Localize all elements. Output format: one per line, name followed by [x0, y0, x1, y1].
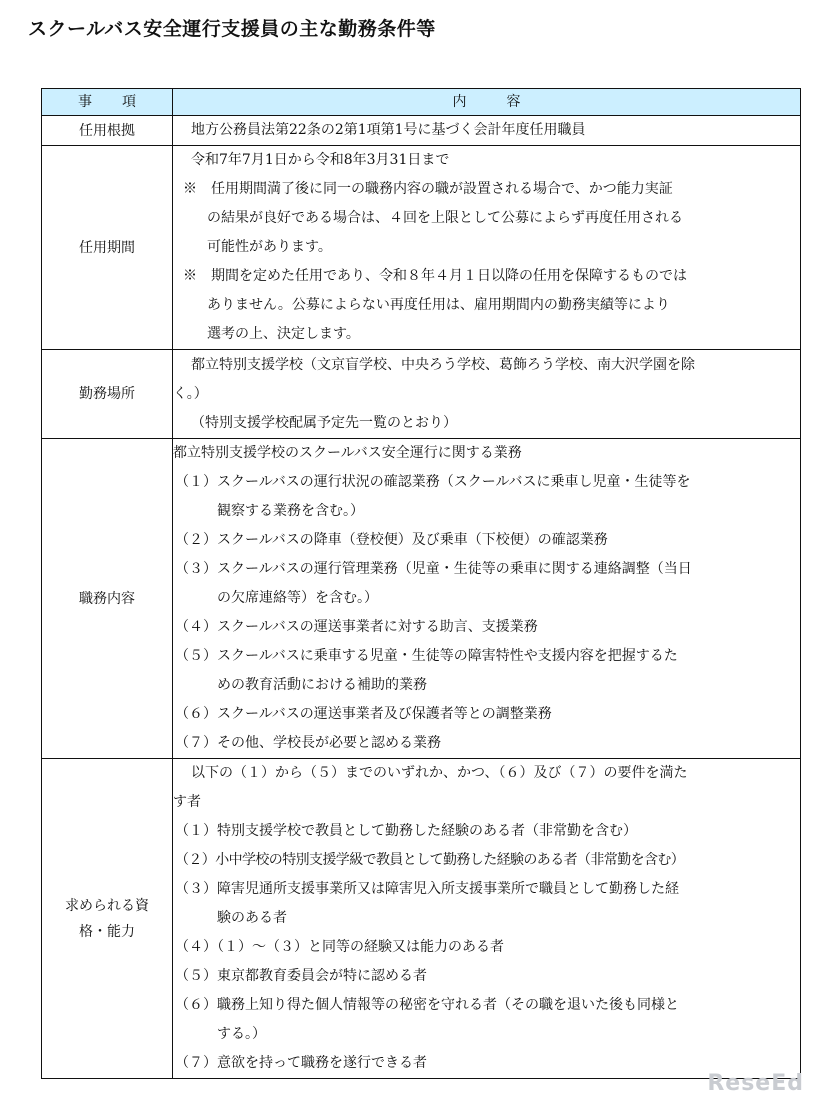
content-location	[173, 350, 801, 439]
row-location	[42, 350, 801, 439]
duty-item-4: （４）スクールバスの運送事業者に対する助言、支援業務	[175, 619, 538, 635]
term-period: 令和7年7月1日から令和8年3月31日まで	[191, 152, 450, 168]
qualification-item-4: （４）（１）～（３）と同等の経験又は能力のある者	[175, 939, 504, 955]
duty-item-6: （６）スクールバスの運送事業者及び保護者等との調整業務	[175, 706, 552, 722]
duty-item-7: （７）その他、学校長が必要と認める業務	[175, 735, 441, 751]
qualifications-label-line2: 格・能力	[79, 923, 135, 940]
label-location: 勤務場所	[42, 350, 173, 439]
label-duties: 職務内容	[42, 439, 173, 759]
qualification-item-7: （７）意欲を持って職務を遂行できる者	[175, 1055, 427, 1071]
duty-item-3-line2: の欠席連絡等）を含む。）	[217, 590, 378, 606]
row-appointment-basis	[42, 116, 801, 146]
row-duties	[42, 439, 801, 759]
label-qualifications	[42, 759, 173, 1079]
row-qualifications	[42, 759, 801, 1079]
term-note2-line3: 選考の上、決定します。	[207, 326, 360, 342]
conditions-table	[41, 88, 801, 1079]
location-line3: （特別支援学校配属予定先一覧のとおり）	[191, 414, 457, 431]
table-header-row	[42, 89, 801, 116]
duty-item-3-line1: （３）スクールバスの運行管理業務（児童・生徒等の乗車に関する連絡調整（当日	[175, 561, 692, 577]
row-term	[42, 146, 801, 350]
qualification-item-2: （２）小中学校の特別支援学級で教員として勤務した経験のある者（非常勤を含む）	[175, 852, 685, 868]
qualification-item-3-line2: 験のある者	[217, 910, 287, 926]
location-line1: 都立特別支援学校（文京盲学校、中央ろう学校、葛飾ろう学校、南大沢学園を除	[191, 356, 695, 373]
duty-item-1-line1: （１）スクールバスの運行状況の確認業務（スクールバスに乗車し児童・生徒等を	[175, 474, 691, 490]
qualifications-intro-line1: 以下の（１）から（５）までのいずれか、かつ、（６）及び（７）の要件を満た	[191, 765, 688, 781]
term-note1-line2: の結果が良好である場合は、４回を上限として公募によらず再度任用される	[207, 210, 683, 226]
qualification-item-1: （１）特別支援学校で教員として勤務した経験のある者（非常勤を含む）	[175, 823, 637, 839]
content-term	[173, 146, 801, 350]
header-item: 事項	[42, 89, 173, 116]
qualifications-label-line1: 求められる資	[65, 897, 149, 914]
duty-item-5-line1: （５）スクールバスに乗車する児童・生徒等の障害特性や支援内容を把握するた	[175, 648, 678, 664]
label-term: 任用期間	[42, 146, 173, 350]
location-line2: く。）	[173, 385, 208, 402]
watermark-logo: ReseEd	[707, 1071, 804, 1096]
qualification-item-6-line2: する。）	[217, 1026, 266, 1042]
duty-item-5-line2: めの教育活動における補助的業務	[217, 677, 427, 693]
content-appointment-basis	[173, 116, 801, 146]
duty-item-1-line2: 観察する業務を含む。）	[217, 503, 364, 519]
term-note2-line2: ありません。公募によらない再度任用は、雇用期間内の勤務実績等により	[207, 297, 670, 313]
term-note2-line1: ※ 期間を定めた任用であり、令和８年４月１日以降の任用を保障するものでは	[183, 268, 687, 284]
content-qualifications	[173, 759, 801, 1079]
term-note1-line1: ※ 任用期間満了後に同一の職務内容の職が設置される場合で、かつ能力実証	[183, 181, 673, 197]
content-duties	[173, 439, 801, 759]
qualification-item-6-line1: （６）職務上知り得た個人情報等の秘密を守れる者（その職を退いた後も同様と	[175, 997, 679, 1013]
duty-item-2: （２）スクールバスの降車（登校便）及び乗車（下校便）の確認業務	[175, 532, 608, 548]
page-title: スクールバス安全運行支援員の主な勤務条件等	[28, 18, 436, 40]
qualification-item-3-line1: （３）障害児通所支援事業所又は障害児入所支援事業所で職員として勤務した経	[175, 881, 679, 897]
qualification-item-5: （５）東京都教育委員会が特に認める者	[175, 968, 427, 984]
label-appointment-basis: 任用根拠	[42, 116, 173, 146]
qualifications-intro-line2: す者	[173, 794, 201, 810]
term-note1-line3: 可能性があります。	[207, 239, 332, 255]
duties-intro: 都立特別支援学校のスクールバス安全運行に関する業務	[173, 445, 522, 461]
header-content: 内容	[173, 89, 801, 116]
appointment-basis-text: 地方公務員法第22条の2第1項第1号に基づく会計年度任用職員	[191, 122, 586, 138]
